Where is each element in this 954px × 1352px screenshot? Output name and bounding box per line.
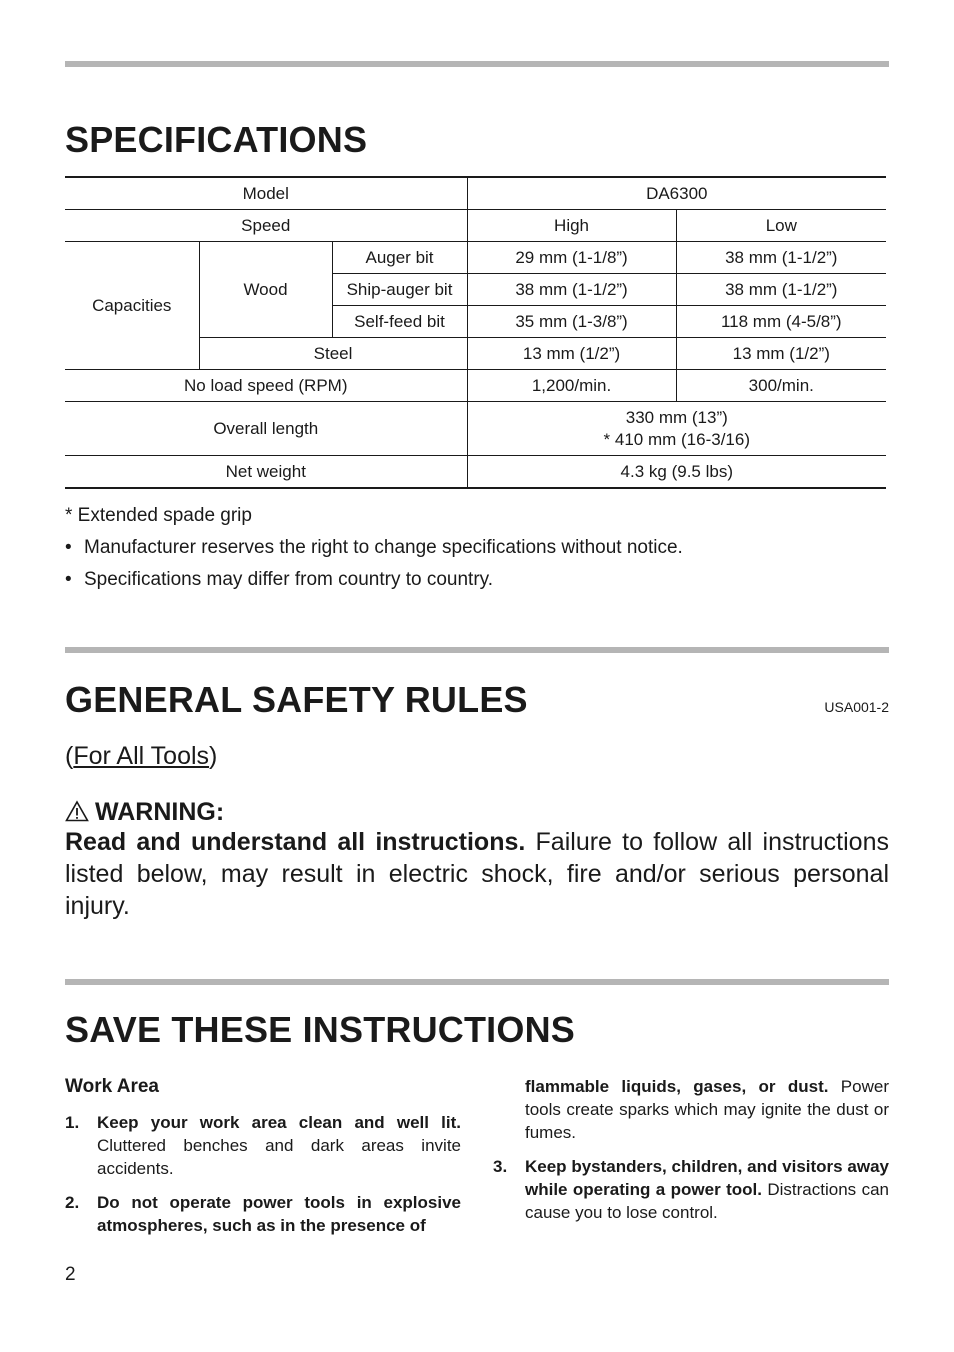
left-column xyxy=(65,1075,461,1248)
no-load-label: No load speed (RPM) xyxy=(65,370,467,402)
table-row xyxy=(65,242,886,274)
warning-bold-text: Read and understand all instructions. xyxy=(65,828,526,856)
safety-subtitle xyxy=(65,742,217,771)
warning-label: WARNING: xyxy=(95,798,225,826)
table-row xyxy=(65,177,886,210)
weight-label: Net weight xyxy=(65,456,467,489)
list-item xyxy=(65,1191,461,1237)
capacities-label: Capacities xyxy=(65,242,199,370)
weight-value: 4.3 kg (9.5 lbs) xyxy=(467,456,886,489)
warning-heading xyxy=(65,798,224,827)
list-item xyxy=(65,569,493,591)
self-feed-label: Self-feed bit xyxy=(332,306,467,338)
list-item xyxy=(493,1155,889,1224)
self-feed-high: 35 mm (1-3/8”) xyxy=(467,306,676,338)
wood-label: Wood xyxy=(199,242,332,338)
speed-label: Speed xyxy=(65,210,467,242)
specifications-table xyxy=(65,176,886,489)
ship-auger-low: 38 mm (1-1/2”) xyxy=(676,274,886,306)
top-divider xyxy=(65,61,889,67)
subtitle-open-paren: ( xyxy=(65,742,74,770)
table-row xyxy=(65,456,886,489)
item-bold-text: Do not operate power tools in explosive atmospheres, such as in the presence of xyxy=(97,1193,461,1235)
item-bold-text: flammable liquids, gases, or dust. xyxy=(525,1077,829,1096)
warning-text xyxy=(65,826,889,922)
model-value: DA6300 xyxy=(467,177,886,210)
list-item-continuation xyxy=(493,1075,889,1144)
self-feed-low: 118 mm (4-5/8”) xyxy=(676,306,886,338)
item-bold-text: Keep bystanders, children, and visitors away while operating a power tool. xyxy=(525,1157,889,1199)
auger-label: Auger bit xyxy=(332,242,467,274)
speed-high: High xyxy=(467,210,676,242)
item-text: Distractions can cause you to lose control. xyxy=(525,1180,889,1222)
subtitle-close-paren: ) xyxy=(209,742,218,770)
steel-low: 13 mm (1/2”) xyxy=(676,338,886,370)
bullet-text: Manufacturer reserves the right to change specifications without notice. xyxy=(84,537,683,558)
ship-auger-high: 38 mm (1-1/2”) xyxy=(467,274,676,306)
bullet-mark: • xyxy=(65,537,72,558)
item-bold-text: Keep your work area clean and well lit. xyxy=(97,1113,461,1132)
steel-label: Steel xyxy=(199,338,467,370)
right-column xyxy=(493,1075,889,1235)
general-safety-title: GENERAL SAFETY RULES xyxy=(65,679,528,720)
length-label: Overall length xyxy=(65,402,467,456)
ship-auger-label: Ship-auger bit xyxy=(332,274,467,306)
model-label: Model xyxy=(65,177,467,210)
no-load-high: 1,200/min. xyxy=(467,370,676,402)
warning-body-text: Failure to follow all instructions listed below, may result in electric shock, fire and/or serious personal injury. xyxy=(65,828,889,920)
specifications-title: SPECIFICATIONS xyxy=(65,119,368,160)
footnote: * Extended spade grip xyxy=(65,505,252,526)
table-row xyxy=(65,402,886,456)
item-text: Cluttered benches and dark areas invite accidents. xyxy=(97,1136,461,1178)
bullet-mark: • xyxy=(65,569,72,590)
section-divider xyxy=(65,647,889,653)
table-row xyxy=(65,370,886,402)
list-item xyxy=(65,1111,461,1180)
section-divider xyxy=(65,979,889,985)
speed-low: Low xyxy=(676,210,886,242)
page-number: 2 xyxy=(65,1264,76,1285)
list-item xyxy=(65,537,683,559)
subtitle-text: For All Tools xyxy=(73,742,210,770)
document-code: USA001-2 xyxy=(824,699,889,715)
save-instructions-title: SAVE THESE INSTRUCTIONS xyxy=(65,1009,575,1050)
item-number: 1. xyxy=(65,1113,80,1132)
item-number: 3. xyxy=(493,1157,508,1176)
auger-high: 29 mm (1-1/8”) xyxy=(467,242,676,274)
length-value xyxy=(467,402,886,456)
work-area-heading: Work Area xyxy=(65,1076,159,1097)
item-text: Power tools create sparks which may ignite the dust or fumes. xyxy=(525,1077,889,1142)
length-value-standard: 330 mm (13”) xyxy=(625,407,728,427)
bullet-text: Specifications may differ from country to country. xyxy=(84,569,494,590)
auger-low: 38 mm (1-1/2”) xyxy=(676,242,886,274)
no-load-low: 300/min. xyxy=(676,370,886,402)
warning-triangle-icon xyxy=(65,800,89,822)
item-number: 2. xyxy=(65,1193,80,1212)
steel-high: 13 mm (1/2”) xyxy=(467,338,676,370)
length-value-extended: * 410 mm (16-3/16) xyxy=(603,429,750,449)
table-row xyxy=(65,210,886,242)
